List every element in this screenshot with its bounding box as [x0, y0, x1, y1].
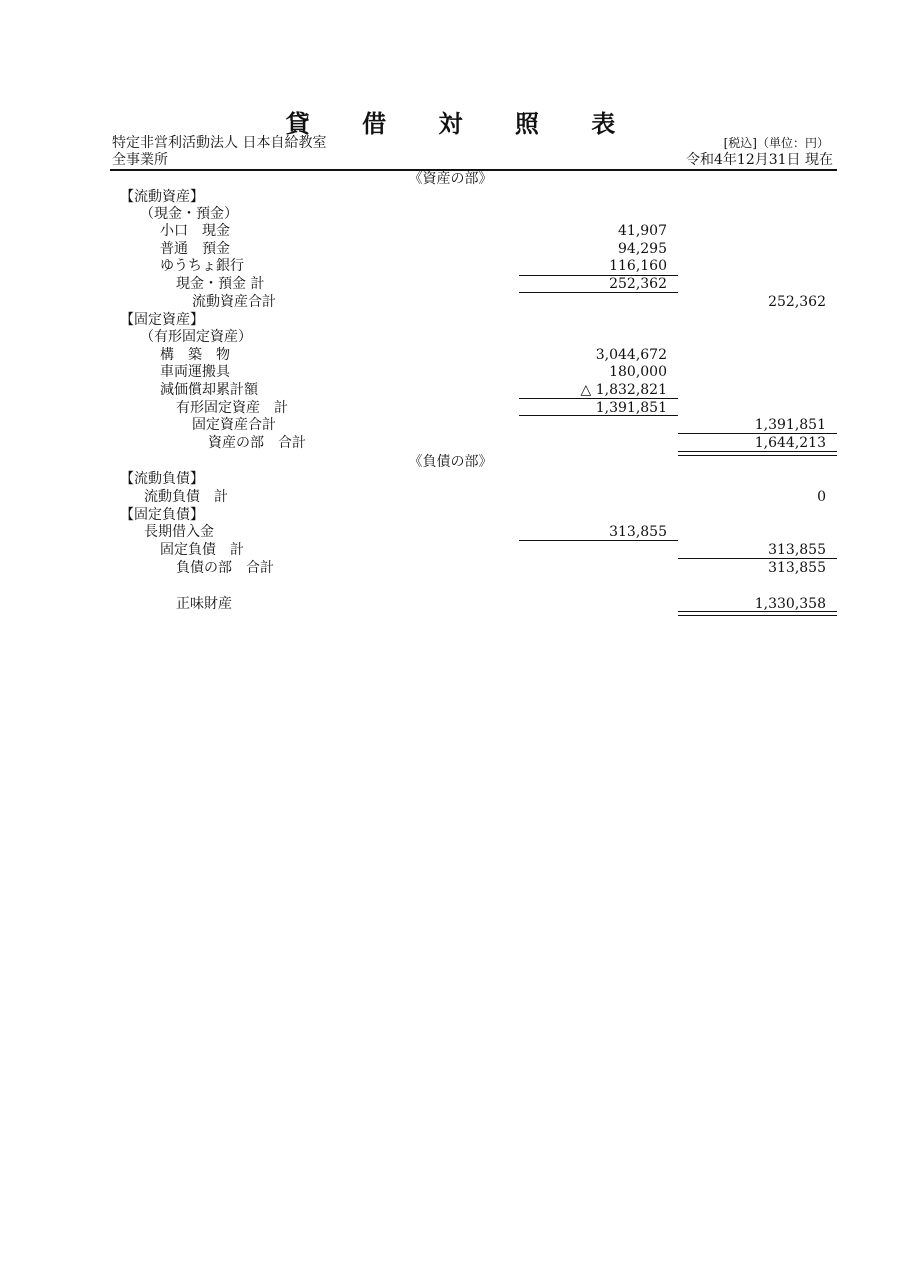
- liabilities-total-label: 負債の部 合計: [176, 560, 274, 576]
- cash-header: （現金・預金）: [140, 206, 238, 222]
- tangible-total-label: 有形固定資産 計: [176, 400, 288, 416]
- tangible-header: （有形固定資産）: [140, 329, 252, 345]
- current-assets-header-row: [0, 188, 901, 206]
- buildings-value: 3,044,672: [595, 347, 667, 363]
- ordinary-deposit-row: [0, 240, 901, 258]
- fixed-assets-total-value: 1,391,851: [754, 417, 826, 433]
- current-liabilities-total-value: 0: [817, 489, 826, 505]
- current-assets-total-row: [0, 293, 901, 311]
- petty-cash-row: [0, 222, 901, 240]
- petty-cash-value: 41,907: [618, 223, 667, 239]
- current-liabilities-header: 【流動負債】: [120, 471, 204, 487]
- current-liabilities-total-row: [0, 488, 901, 506]
- unit-note: [税込]（単位：円）: [723, 136, 829, 150]
- yucho-row: [0, 257, 901, 275]
- ordinary-deposit-value: 94,295: [618, 241, 667, 257]
- cash-total-label: 現金・預金 計: [176, 276, 265, 292]
- current-liabilities-header-row: [0, 470, 901, 488]
- as-of-date: 令和4年12月31日 現在: [686, 152, 833, 168]
- buildings-row: [0, 346, 901, 364]
- long-term-loan-value: 313,855: [609, 524, 667, 540]
- ordinary-deposit-label: 普通 預金: [160, 241, 230, 257]
- tangible-total-row: [0, 399, 901, 417]
- current-assets-total-label: 流動資産合計: [192, 294, 276, 310]
- scope-label: 全事業所: [112, 152, 168, 168]
- fixed-assets-total-label: 固定資産合計: [192, 417, 276, 433]
- fixed-liabilities-total-row: [0, 541, 901, 559]
- fixed-assets-total-row: [0, 416, 901, 434]
- fixed-assets-header-row: [0, 311, 901, 329]
- depreciation-row: [0, 381, 901, 399]
- cash-total-value: 252,362: [609, 276, 667, 292]
- fixed-assets-header: 【固定資産】: [120, 312, 204, 328]
- vehicles-row: [0, 363, 901, 381]
- liabilities-total-value: 313,855: [768, 560, 826, 576]
- vehicles-value: 180,000: [609, 364, 667, 380]
- assets-total-value: 1,644,213: [754, 435, 826, 451]
- fixed-liabilities-header-row: [0, 506, 901, 524]
- long-term-loan-row: [0, 523, 901, 541]
- depreciation-label: 減価償却累計額: [160, 382, 258, 398]
- assets-total-label: 資産の部 合計: [208, 435, 306, 451]
- tangible-header-row: [0, 328, 901, 346]
- organization-name: 特定非営利活動法人 日本自給教室: [112, 135, 327, 151]
- buildings-label: 構 築 物: [160, 347, 230, 363]
- net-assets-value: 1,330,358: [754, 596, 826, 612]
- current-liabilities-total-label: 流動負債 計: [144, 489, 228, 505]
- cash-total-row: [0, 275, 901, 293]
- assets-total-row: [0, 434, 901, 452]
- assets-section-row: [0, 170, 901, 188]
- fixed-liabilities-header: 【固定負債】: [120, 507, 204, 523]
- liabilities-section-row: [0, 453, 901, 471]
- current-assets-header: 【流動資産】: [120, 189, 204, 205]
- page-title: 貸 借 対 照 表: [285, 110, 638, 138]
- yucho-label: ゆうちょ銀行: [160, 258, 244, 274]
- net-assets-double-rule: [678, 611, 837, 616]
- net-assets-label: 正味財産: [176, 596, 232, 612]
- liabilities-total-row: [0, 559, 901, 577]
- fixed-liabilities-total-label: 固定負債 計: [160, 542, 244, 558]
- depreciation-value: △ 1,832,821: [580, 382, 667, 398]
- long-term-loan-label: 長期借入金: [144, 524, 214, 540]
- assets-section-title: 《資産の部》: [408, 171, 493, 187]
- current-assets-total-value: 252,362: [768, 294, 826, 310]
- fixed-liabilities-total-value: 313,855: [768, 542, 826, 558]
- yucho-value: 116,160: [609, 258, 667, 274]
- liabilities-section-title: 《負債の部》: [408, 454, 493, 470]
- cash-header-row: [0, 205, 901, 223]
- tangible-total-value: 1,391,851: [595, 400, 667, 416]
- petty-cash-label: 小口 現金: [160, 223, 230, 239]
- vehicles-label: 車両運搬具: [160, 364, 230, 380]
